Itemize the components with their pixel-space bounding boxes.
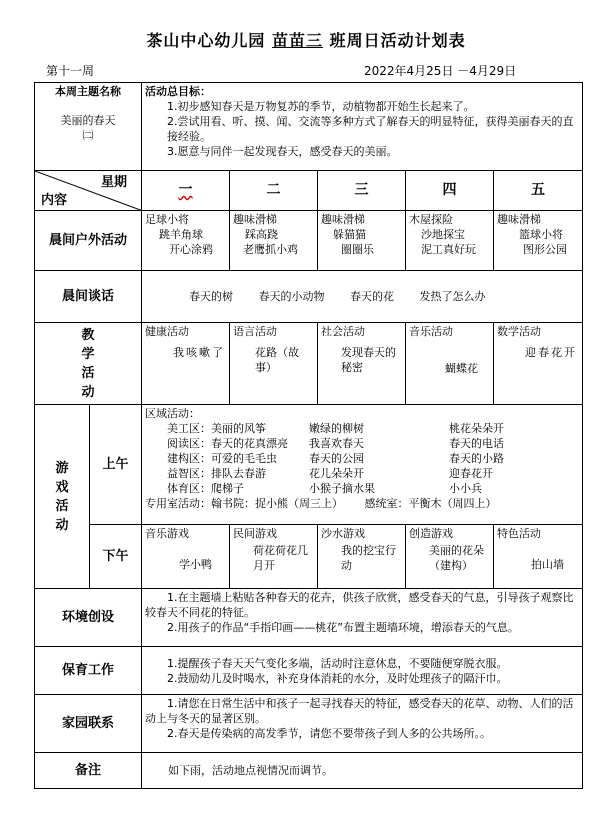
environment-label: 环境创设 xyxy=(35,589,142,647)
afternoon-cell: 创造游戏 美丽的花朵（建构） xyxy=(406,525,494,589)
talk-topic: 春天的小动物 xyxy=(258,290,325,303)
area-row: 建构区：可爱的毛毛虫 春天的公园 春天的小路 xyxy=(167,452,504,465)
games-afternoon-row xyxy=(35,525,583,589)
talk-topic: 春天的树 xyxy=(189,290,233,303)
theme-name: 美丽的春天 xyxy=(60,114,116,127)
goals-label: 活动总目标： xyxy=(145,85,211,98)
environment-row xyxy=(35,589,583,647)
day-monday: 一 xyxy=(142,171,230,211)
morning-label: 上午 xyxy=(90,405,142,525)
day-thursday: 四 xyxy=(406,171,494,211)
games-label: 游 戏 活 动 xyxy=(35,405,90,589)
family-item: 2.春天是传染病的高发季节，请您不要带孩子到人多的公共场所。。 xyxy=(167,727,491,740)
title-class: 苗苗三 xyxy=(271,31,323,50)
title-suffix: 班周日活动计划表 xyxy=(329,31,466,50)
corner-cell xyxy=(35,171,142,211)
teaching-cell: 数学活动 迎春花开 xyxy=(494,323,583,405)
notes-row xyxy=(35,753,583,789)
family-label: 家园联系 xyxy=(35,695,142,753)
afternoon-cell: 民间游戏 荷花荷花几月开 xyxy=(230,525,318,589)
environment-item: 2.用孩子的作品“手指印画——桃花”布置主题墙环境，增添春天的气息。 xyxy=(167,621,519,634)
teaching-label: 教 学 活 动 xyxy=(35,323,142,405)
goal-item: 1.初步感知春天是万物复苏的季节，动植物都开始生长起来了。 xyxy=(167,100,475,113)
theme-label: 本周主题名称 xyxy=(55,85,121,98)
goal-item: 2.尝试用看、听、摸、闻、交流等多种方式了解春天的明显特征，获得美丽春天的直接经验。 xyxy=(167,115,574,143)
teaching-cell: 社会活动 发现春天的秘密 xyxy=(318,323,406,405)
corner-content-label: 内容 xyxy=(41,193,68,208)
teaching-cell: 健康活动 我咳嗽了 xyxy=(142,323,230,405)
care-item: 2.鼓励幼儿及时喝水，补充身体消耗的水分，及时处理孩子的隔汗巾。 xyxy=(167,671,508,685)
games-morning-row xyxy=(35,405,583,525)
talk-topic: 春天的花 xyxy=(350,290,394,303)
family-cell xyxy=(142,695,583,753)
afternoon-cell: 音乐游戏 学小鸭 xyxy=(142,525,230,589)
afternoon-label: 下午 xyxy=(90,525,142,589)
title-school: 茶山中心幼儿园 xyxy=(146,31,266,50)
day-friday: 五 xyxy=(494,171,583,211)
care-row xyxy=(35,647,583,695)
corner-weekday-label: 星期 xyxy=(100,175,127,190)
goal-item: 3.愿意与同伴一起发现春天，感受春天的美丽。 xyxy=(167,145,398,158)
family-item: 1.请您在日常生活中和孩子一起寻找春天的特征，感受春天的花草、动物、人们的活动上与冬天的显著区别。 xyxy=(145,697,574,725)
care-cell xyxy=(142,647,583,695)
outdoor-label: 晨间户外活动 xyxy=(35,211,142,271)
teaching-row xyxy=(35,323,583,405)
outdoor-cell: 趣味滑梯 踩高跷 老鹰抓小鸡 xyxy=(230,211,318,271)
day-wednesday: 三 xyxy=(318,171,406,211)
notes-text: 如下雨，活动地点视情况而调节。 xyxy=(142,753,583,789)
talk-topic: 发热了怎么办 xyxy=(419,290,486,303)
care-item: 1.提醒孩子春天天气变化多端，活动时注意休息，不要随便穿脱衣服。 xyxy=(167,656,508,670)
teaching-cell: 音乐活动 蝴蝶花 xyxy=(406,323,494,405)
theme-cell xyxy=(35,83,142,171)
theme-row xyxy=(35,83,583,171)
environment-item: 1.在主题墙上粘贴各种春天的花卉，供孩子欣赏，感受春天的气息，引导孩子观察比较春天不同花的特征。 xyxy=(145,591,574,619)
week-number: 第十一周 xyxy=(46,64,95,78)
day-tuesday: 二 xyxy=(230,171,318,211)
special-room-line: 专用室活动：翰书院：捉小熊（周三上） 感统室：平衡木（周四上） xyxy=(145,497,497,510)
days-row xyxy=(35,171,583,211)
area-row: 益智区：排队去春游 花儿朵朵开 迎春花开 xyxy=(167,467,493,480)
area-row: 体育区：爬梯子 小猴子摘水果 小小兵 xyxy=(167,482,482,495)
theme-number: ㈡ xyxy=(82,129,94,142)
area-row: 阅读区：春天的花真漂亮 我喜欢春天 春天的电话 xyxy=(167,437,504,450)
environment-cell xyxy=(142,589,583,647)
talk-cell xyxy=(142,271,583,323)
notes-label: 备注 xyxy=(35,753,142,789)
outdoor-cell: 趣味滑梯 躲猫猫 圈圈乐 xyxy=(318,211,406,271)
outdoor-cell: 足球小将 跳羊角球 开心涂鸦 xyxy=(142,211,230,271)
afternoon-cell: 特色活动 拍山墙 xyxy=(494,525,583,589)
area-activities-cell xyxy=(142,405,583,525)
teaching-cell: 语言活动 花路（故事） xyxy=(230,323,318,405)
area-row: 美工区：美丽的风筝 嫩绿的柳树 桃花朵朵开 xyxy=(167,422,504,435)
goals-cell xyxy=(142,83,583,171)
family-row xyxy=(35,695,583,753)
outdoor-row xyxy=(35,211,583,271)
area-label: 区域活动： xyxy=(145,407,200,420)
page-title xyxy=(0,28,612,51)
talk-row xyxy=(35,271,583,323)
date-range: 2022年4月25日 －4月29日 xyxy=(364,64,517,78)
plan-table xyxy=(34,82,583,789)
care-label: 保育工作 xyxy=(35,647,142,695)
outdoor-cell: 木屋探险 沙地探宝 泥工真好玩 xyxy=(406,211,494,271)
outdoor-cell: 趣味滑梯 篮球小将 图形公园 xyxy=(494,211,583,271)
talk-label: 晨间谈话 xyxy=(35,271,142,323)
afternoon-cell: 沙水游戏 我的挖宝行动 xyxy=(318,525,406,589)
